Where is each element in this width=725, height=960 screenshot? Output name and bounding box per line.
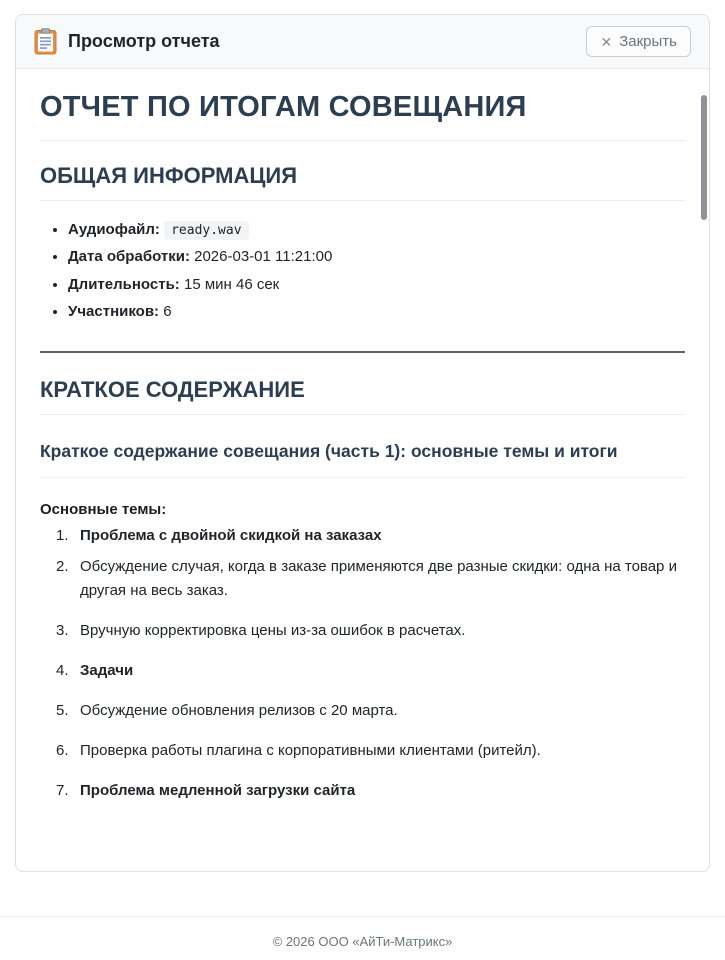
summary-heading: КРАТКОЕ СОДЕРЖАНИЕ [40,377,685,415]
info-value-code: ready.wav [164,221,248,240]
page-footer [0,916,725,960]
info-value: 6 [163,302,172,320]
topic-item: Обсуждение случая, когда в заказе применяются две разные скидки: одна на товар и другая на весь заказ. [80,558,677,599]
topic-item: Вручную корректировка цены из-за ошибок в расчетах. [80,622,466,639]
section-divider [40,351,685,353]
clipboard-icon [34,28,57,55]
info-item: • Дата обработки: 2026-03-01 11:21:00 [68,244,685,270]
report-content[interactable] [16,69,709,871]
info-list [40,217,685,325]
info-item: • Участников: 6 [68,299,685,325]
dialog-title-group [34,28,220,55]
summary-subtitle: Краткое содержание совещания (часть 1): основные темы и итоги [40,441,685,478]
dialog-title: Просмотр отчета [68,31,220,51]
info-item: • Аудиофайл: ready.wav [68,217,685,243]
topic-item: Проблема с двойной скидкой на заказах [80,527,382,544]
report-dialog [15,14,710,872]
topics-list [40,524,685,803]
topic-item: Проблема медленной загрузки сайта [80,782,356,799]
topic-item: Обсуждение обновления релизов с 20 марта. [80,702,398,719]
info-value: 15 мин 46 сек [183,275,280,293]
info-item: • Длительность: 15 мин 46 сек [68,272,685,298]
scrollbar-thumb[interactable] [701,95,707,220]
topic-item: Задачи [80,662,134,679]
general-info-heading: ОБЩАЯ ИНФОРМАЦИЯ [40,163,685,201]
topic-item: Проверка работы плагина с корпоративными клиентами (ритейл). [80,742,541,759]
dialog-header [16,15,709,69]
close-button-label: Закрыть [619,33,677,50]
report-title: ОТЧЕТ ПО ИТОГАМ СОВЕЩАНИЯ [40,91,685,141]
close-button[interactable] [586,26,691,57]
copyright-text: © 2026 ООО «АйТи-Матрикс» [272,934,453,949]
info-value: 2026-03-01 11:21:00 [194,248,333,266]
close-icon: ✕ [600,33,613,50]
topics-title: Основные темы: [40,501,167,518]
